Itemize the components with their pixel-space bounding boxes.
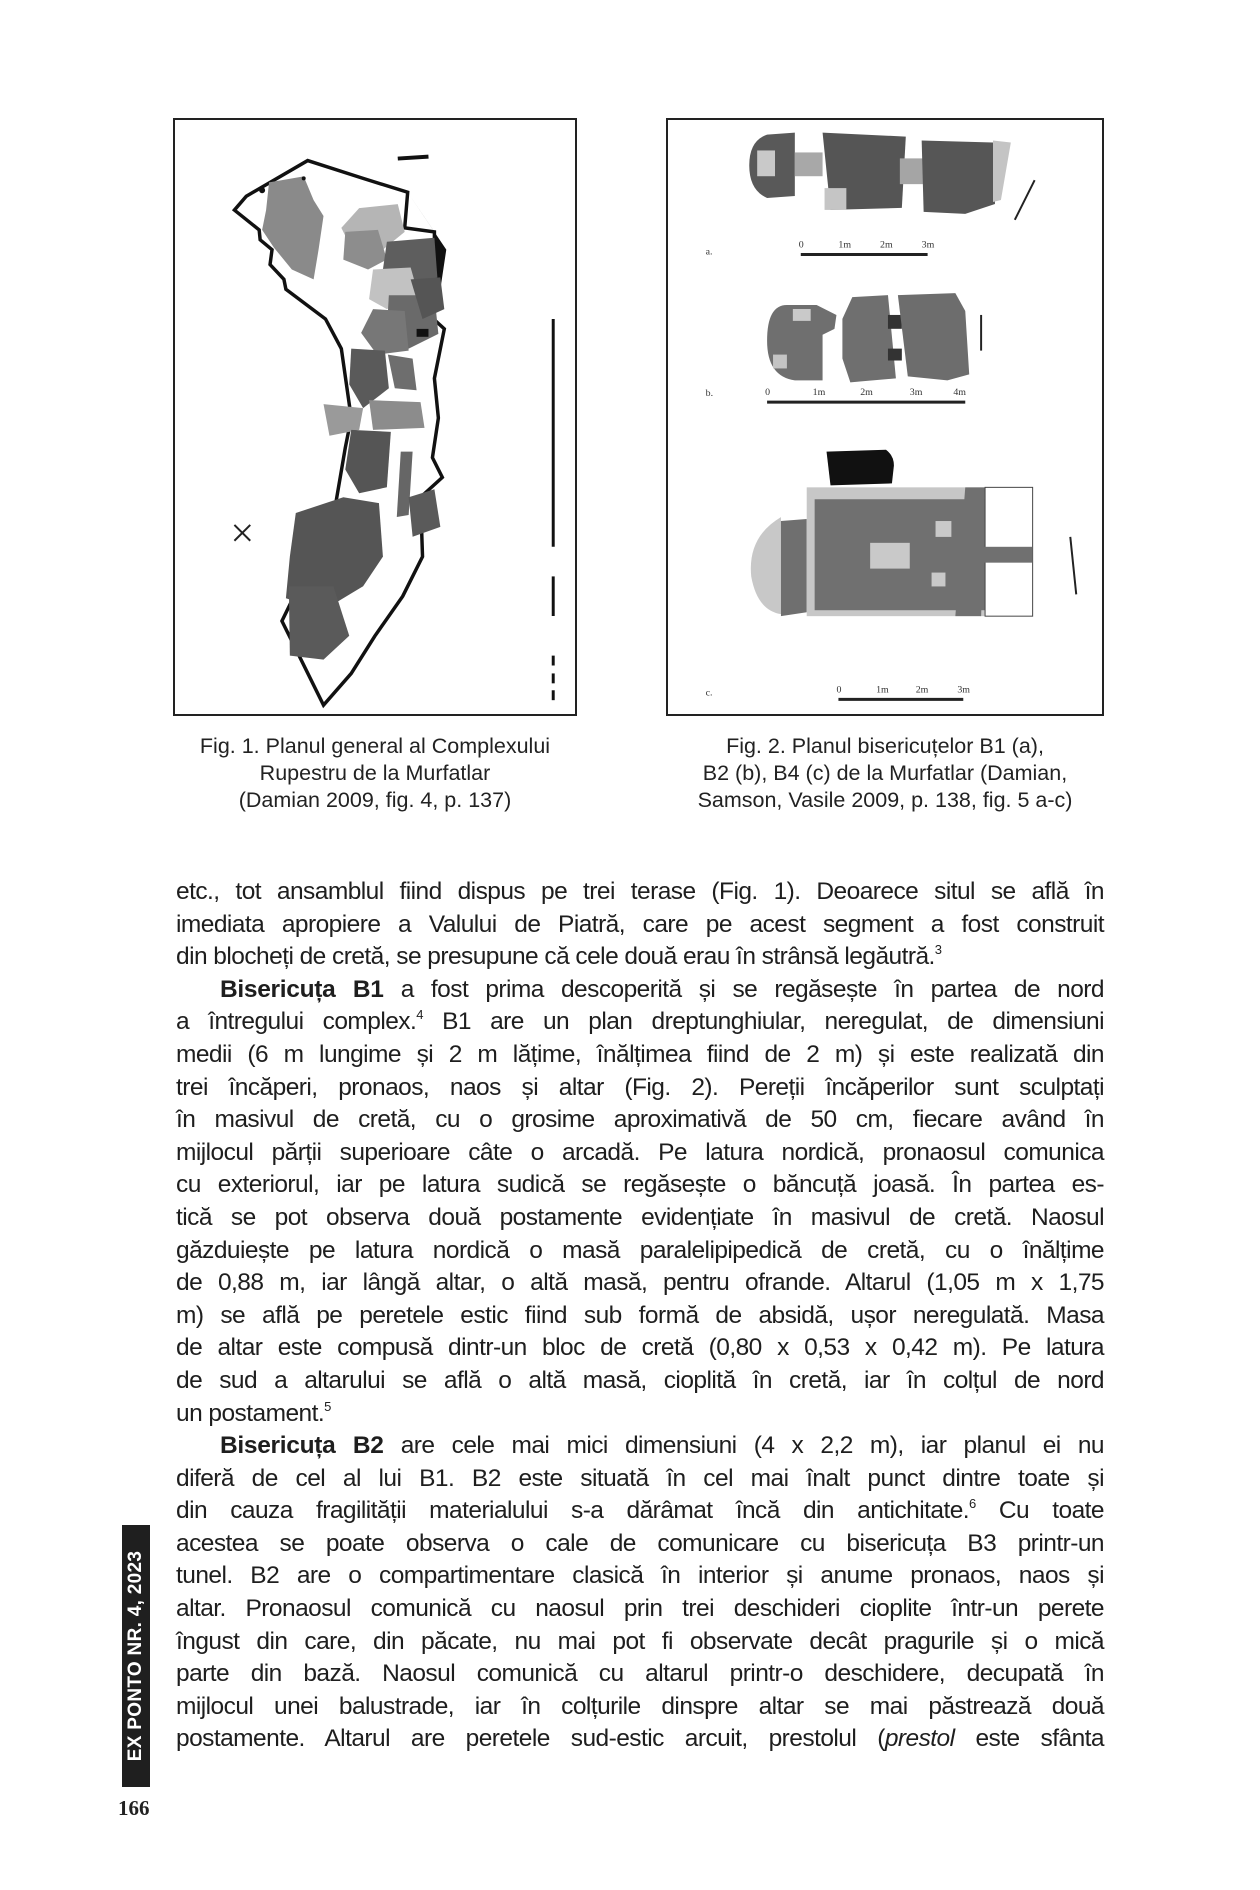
text-line: imediata apropiere a Valului de Piatră, care pe acest segment a fost construit (176, 910, 1104, 938)
text-line: trei încăperi, pronaos, naos și altar (Fig. 2). Pereții încăperilor sunt sculptați (176, 1073, 1104, 1101)
caption-line: Fig. 1. Planul general al Complexului (199, 734, 551, 758)
text-line: din cauza fragilității materialului s-a dărâmat încă din antichitate.$^6$ Cu toate (176, 1496, 1104, 1525)
text-line: de altar este compusă dintr-un bloc de cretă (0,80 x 0,53 x 0,42 m). Pe latura (176, 1334, 1104, 1362)
text-line: de 0,88 m, iar lângă altar, o altă masă, pentru ofrande. Altarul (1,05 m x 1,75 (176, 1269, 1104, 1297)
plan-b4 (751, 450, 1076, 616)
svg-text:2m: 2m (915, 684, 929, 696)
text-line: de sud a altarului se află o altă masă, cioplită în cretă, iar în colțul de nord (176, 1366, 1104, 1394)
caption-line: Rupestru de la Murfatlar (259, 761, 491, 785)
text-line: medii (6 m lungime și 2 m lățime, înălțimea fiind de 2 m) și este realizată din (176, 1040, 1104, 1068)
figure-1-caption (170, 733, 580, 814)
panel-a-label: a. (705, 246, 713, 258)
text-line: tică se pot observa două postamente evidențiate în masivul de cretă. Naosul (176, 1203, 1104, 1231)
footnote-ref[interactable]: 5 (324, 1398, 331, 1414)
svg-text:0: 0 (765, 387, 771, 399)
svg-text:2m: 2m (880, 239, 893, 251)
site-plan-drawing (175, 120, 575, 714)
page-number: 166 (118, 1796, 150, 1820)
svg-text:3m: 3m (957, 684, 970, 696)
text-line: Bisericuța B2 are cele mai mici dimensiuni (4 x 2,2 m), iar planul ei nu (220, 1432, 1104, 1460)
church-plans-drawing (668, 120, 1102, 714)
text-line: găzduiește pe latura nordică o masă paralelipipedică de cretă, cu o înălțime (176, 1236, 1104, 1264)
footnote-ref[interactable]: 6 (969, 1496, 976, 1512)
text-line: altar. Pronaosul comunică cu naosul prin trei deschideri cioplite într-un perete (176, 1595, 1104, 1623)
svg-text:0: 0 (836, 684, 842, 696)
section-heading: Bisericuța B1 (220, 975, 384, 1003)
svg-text:3m: 3m (909, 387, 923, 399)
panel-b-label: b. (705, 388, 714, 400)
journal-sidebar-label (122, 1525, 150, 1787)
caption-line: Samson, Vasile 2009, p. 138, fig. 5 a-c) (697, 788, 1073, 812)
text-line: mijlocul părții superioare câte o arcadă. Pe latura nordică, pronaosul comunica (176, 1138, 1104, 1166)
panel-c-label: c. (705, 687, 713, 699)
text-line: Bisericuța B1 a fost prima descoperită și se regăsește în partea de nord (220, 975, 1104, 1003)
svg-text:2m: 2m (860, 387, 873, 399)
figure-2-caption (650, 733, 1120, 814)
text-line: din blocheți de cretă, se presupune că cele două erau în strânsă legăutră.$^3$ (176, 942, 942, 971)
text-line: tunel. B2 are o compartimentare clasică în interior și anume pronaos, naos și (176, 1562, 1104, 1590)
plan-b1 (749, 133, 1034, 220)
text-line: în masivul de cretă, cu o grosime aproximativă de 50 cm, fiecare având în (176, 1106, 1104, 1134)
svg-text:1m: 1m (876, 684, 889, 696)
caption-line: (Damian 2009, fig. 4, p. 137) (238, 788, 512, 812)
text-line: a întregului complex.$^4$ B1 are un plan dreptunghiular, neregulat, de dimensiuni (176, 1007, 1104, 1036)
compass-rose-icon (234, 525, 250, 541)
text-line: etc., tot ansamblul fiind dispus pe trei terase (Fig. 1). Deoarece situl se află în (176, 878, 1104, 905)
section-heading: Bisericuța B2 (220, 1432, 384, 1460)
text-line: un postament.$^5$ (176, 1398, 331, 1427)
scale-bar-c (836, 684, 970, 699)
journal-label-text: EX PONTO NR. 4, 2023 (125, 1550, 146, 1762)
text-line: parte din bază. Naosul comunică cu altarul printr-o deschidere, decupată în (176, 1660, 1104, 1688)
italic-term: prestol (884, 1725, 955, 1753)
footnote-ref[interactable]: 4 (416, 1007, 423, 1023)
caption-line: B2 (b), B4 (c) de la Murfatlar (Damian, (702, 761, 1068, 785)
text-line: cu exteriorul, iar pe latura sudică se regăsește o băncuță joasă. În partea es- (176, 1171, 1104, 1199)
text-line: mijlocul unei balustrade, iar în colțurile dinspre altar se mai păstrează două (176, 1692, 1104, 1720)
svg-text:0: 0 (798, 239, 804, 251)
footnote-ref[interactable]: 3 (934, 942, 942, 958)
text-line: postamente. Altarul are peretele sud-estic arcuit, prestolul (prestol este sfânta (176, 1725, 1104, 1753)
caption-line: Fig. 2. Planul bisericuțelor B1 (a), (726, 734, 1044, 758)
svg-text:1m: 1m (812, 387, 826, 399)
text-line: m) se află pe peretele estic fiind sub formă de absidă, ușor neregulată. Masa (176, 1301, 1104, 1329)
figure-2-church-plans (666, 118, 1104, 716)
svg-text:4m: 4m (953, 387, 967, 399)
scale-bar-b (765, 387, 966, 402)
text-line: îngust din care, din păcate, nu mai pot fi observate decât pragurile și o mică (176, 1627, 1104, 1655)
svg-text:3m: 3m (921, 239, 935, 251)
text-line: diferă de cel al lui B1. B2 este situată în cel mai înalt punct dintre toate și (176, 1464, 1104, 1492)
figure-1-site-plan (173, 118, 577, 716)
body-text (176, 876, 1104, 1756)
text-line: acestea se poate observa o cale de comunicare cu bisericuța B3 printr-un (176, 1529, 1104, 1557)
svg-text:1m: 1m (838, 239, 852, 251)
plan-b2 (767, 293, 981, 382)
scale-bar-a (799, 240, 935, 255)
